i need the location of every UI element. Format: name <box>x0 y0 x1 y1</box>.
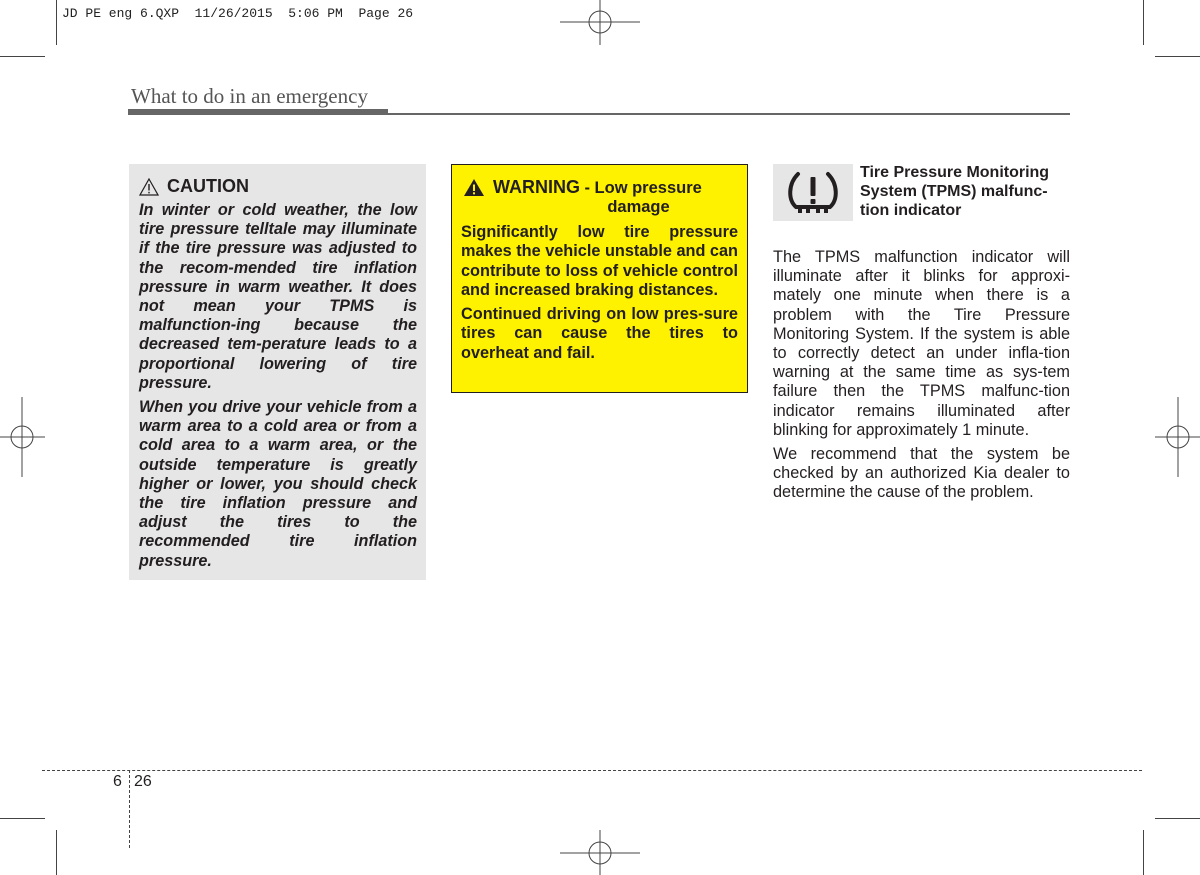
crop-mark <box>56 0 57 45</box>
page-number: 26 <box>134 773 152 790</box>
tpms-icon-box <box>773 164 853 221</box>
caution-header <box>139 176 417 197</box>
print-slug: JD PE eng 6.QXP 11/26/2015 5:06 PM Page 26 <box>62 6 414 21</box>
crop-mark <box>0 818 45 819</box>
header-rule <box>128 109 388 115</box>
warning-paragraph: Continued driving on low pres-sure tires can cause the tires to overheat and fail. <box>461 305 738 362</box>
warning-box <box>451 164 748 393</box>
chapter-number: 6 <box>113 773 122 790</box>
registration-mark-icon <box>0 397 45 477</box>
warning-paragraph: Significantly low tire pressure makes the vehicle unstable and can contribute to loss of vehicle control and increased braking distances. <box>461 223 738 299</box>
warning-triangle-icon <box>463 178 485 197</box>
crop-mark <box>1143 0 1144 45</box>
header-rule <box>388 113 1070 115</box>
tpms-body <box>773 248 1070 508</box>
warning-subtitle: damage <box>607 198 670 216</box>
registration-mark-icon <box>560 830 640 875</box>
caution-paragraph: In winter or cold weather, the low tire pressure telltale may illuminate if the tire pressure was adjusted to the recom-mended tire inflation pressure in warm weather. It does not mean your TPMS is malfunction-ing because the decreased tem-perature leads to a proportional lowering of tire pressure. <box>139 201 417 392</box>
registration-mark-icon <box>560 0 640 45</box>
caution-box <box>129 164 426 580</box>
warning-header <box>461 177 738 217</box>
caution-title: CAUTION <box>167 176 249 196</box>
body-paragraph: The TPMS malfunction indicator will illuminate after it blinks for approxi-mately one minute when there is a problem with the Tire Pressure Monitoring System. If the system is able to correctly detect an under infla-tion warning at the same time as sys-tem failure then the TPMS malfunc-tion indicator remains illuminated after blinking for approximately 1 minute. <box>773 248 1070 439</box>
body-paragraph: We recommend that the system be checked by an authorized Kia dealer to determine the cause of the problem. <box>773 445 1070 502</box>
crop-mark <box>1155 56 1200 57</box>
tpms-heading: Tire Pressure Monitoring System (TPMS) malfunc-tion indicator <box>860 164 1050 219</box>
tpms-malfunction-icon <box>786 169 840 217</box>
crop-mark <box>56 830 57 875</box>
caution-triangle-icon <box>139 178 159 196</box>
warning-title: WARNING <box>493 177 580 197</box>
warning-subtitle: - Low pressure <box>584 179 702 197</box>
section-title: What to do in an emergency <box>131 84 368 108</box>
caution-paragraph: When you drive your vehicle from a warm area to a cold area or from a cold area to a warm area, or the outside temperature is greatly higher or lower, you should check the tire inflation pressure and adjust the tires to the recommended tire inflation pressure. <box>139 398 417 570</box>
footer-divider <box>129 770 130 848</box>
footer-rule <box>42 770 1142 771</box>
crop-mark <box>1143 830 1144 875</box>
crop-mark <box>0 56 45 57</box>
crop-mark <box>1155 818 1200 819</box>
registration-mark-icon <box>1155 397 1200 477</box>
